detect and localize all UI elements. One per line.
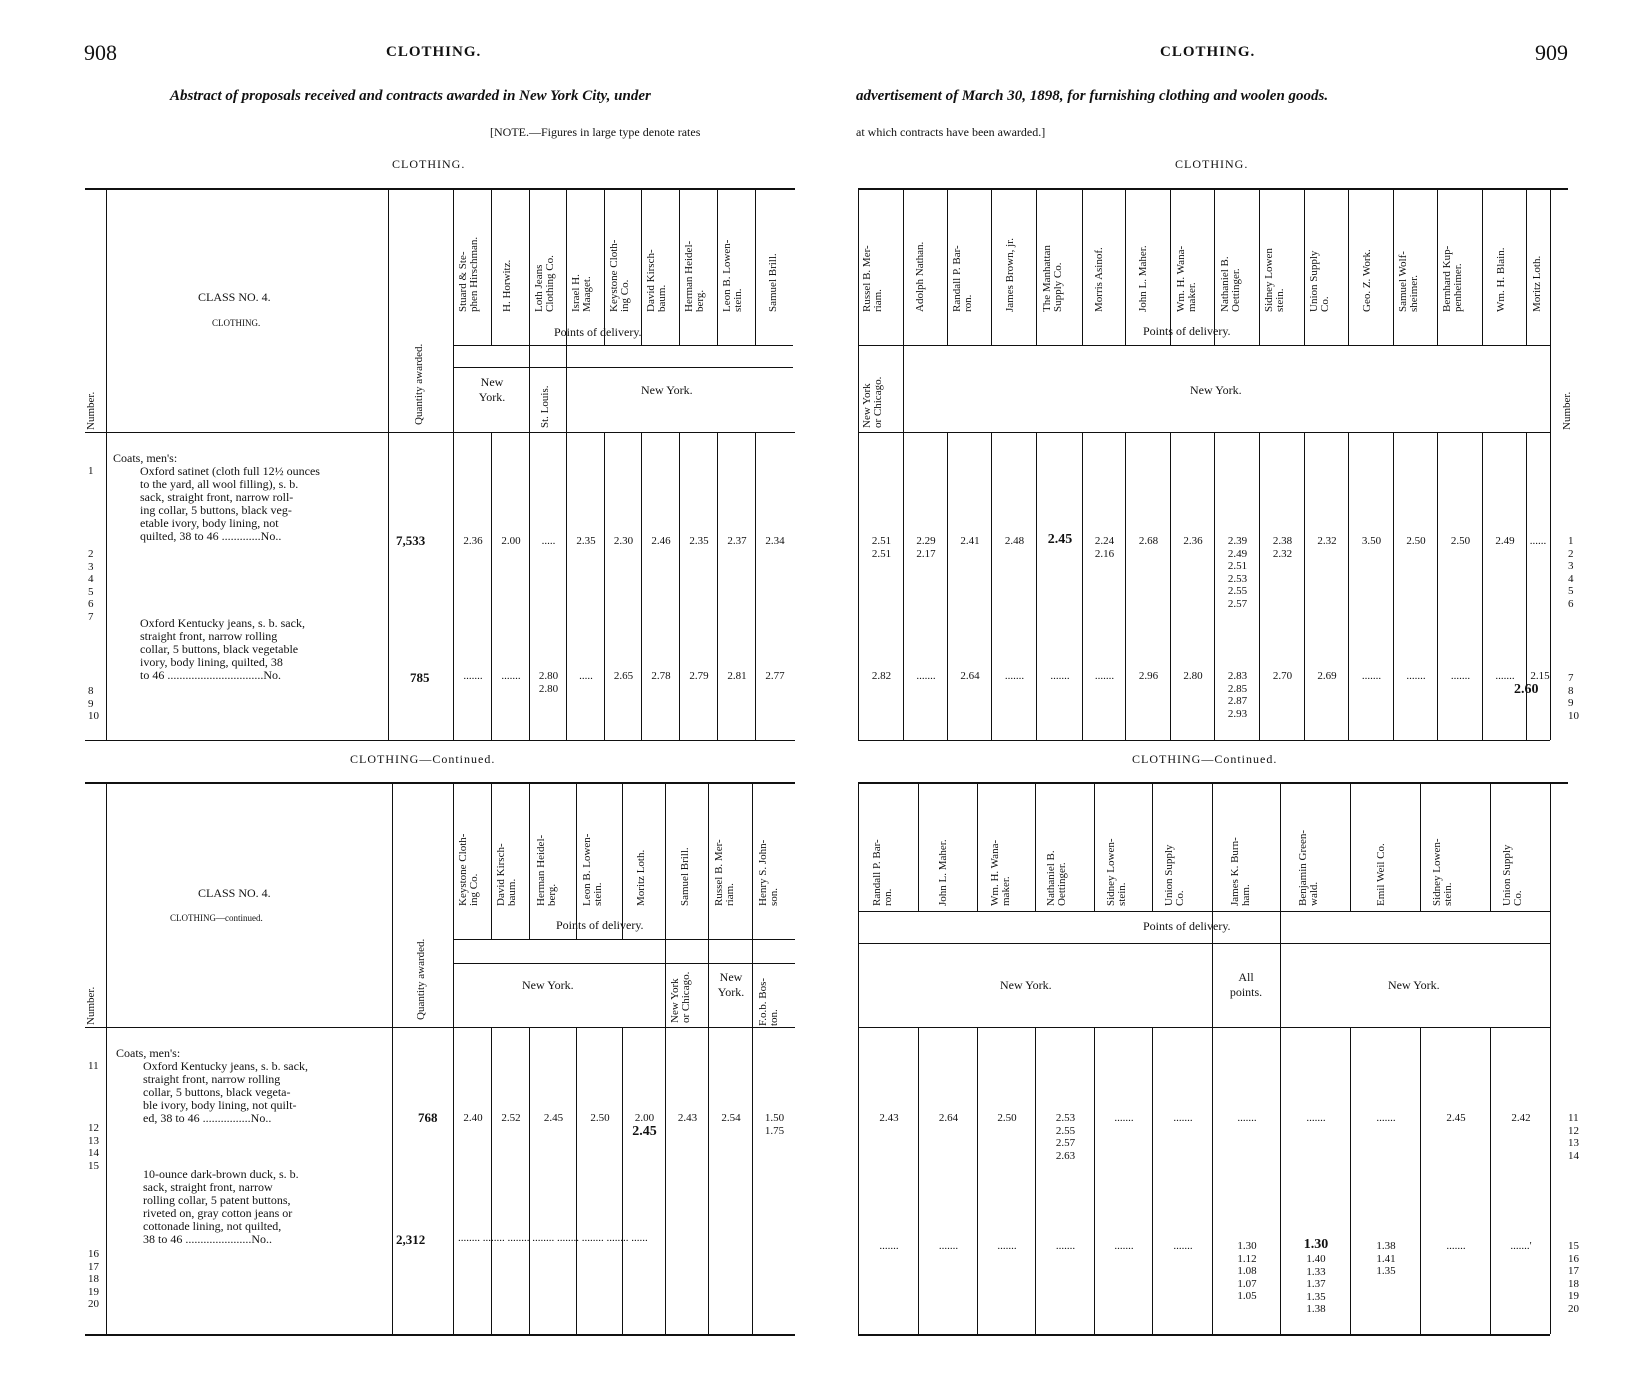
- rule: [85, 782, 795, 784]
- rule: [755, 432, 756, 740]
- bidder-name: David Kirsch- baum.: [645, 249, 668, 312]
- rule: [491, 432, 492, 740]
- price-cell: 1.40 1.33 1.37 1.35 1.38: [1306, 1253, 1326, 1315]
- price-cell: .......: [1055, 1240, 1076, 1252]
- page-number-right: 909: [1535, 40, 1568, 65]
- price-cell: .......: [1406, 670, 1426, 682]
- section-title-left-1: CLOTHING.: [392, 157, 466, 171]
- item-description: Oxford Kentucky jeans, s. b. sack, straight front, narrow rolling collar, 5 buttons, black vegeta- ble ivory, body lining, not quilt- ed, 38 to 46 ................No..: [143, 1059, 308, 1125]
- bidder-name: The Manhattan Supply Co.: [1041, 245, 1064, 312]
- rule: [392, 784, 393, 1334]
- bidder-name: John L. Maher.: [937, 839, 949, 906]
- rule: [858, 188, 1568, 190]
- class-label: CLASS NO. 4.: [198, 290, 271, 304]
- bidder-name: Sidney Lowen- stein.: [1431, 838, 1454, 906]
- number-header: Number.: [85, 986, 97, 1025]
- bidder-name: Emil Weil Co.: [1375, 843, 1387, 906]
- rule: [1482, 190, 1483, 345]
- bidder-name: Adolph Nathan.: [914, 241, 926, 312]
- price-cell: 2.36: [1183, 535, 1203, 547]
- rule: [453, 784, 454, 1334]
- empty-price-row: ........ ........ ........ ........ ........ ........ ........ ......: [458, 1232, 648, 1244]
- rule: [1526, 190, 1527, 345]
- price-cell: 2.65: [613, 670, 634, 682]
- price-cell: 2.35: [576, 535, 596, 547]
- bidder-name: Samuel Brill.: [679, 847, 691, 906]
- delivery-point: New York.: [1190, 383, 1242, 397]
- rule: [1482, 432, 1483, 740]
- running-head-left: CLOTHING.: [386, 44, 482, 60]
- bidder-name: Morris Asinof.: [1093, 247, 1105, 312]
- awarded-price: 1.30: [1303, 1237, 1329, 1252]
- price-cell: 2.00: [634, 1112, 655, 1124]
- rule: [1280, 784, 1281, 1334]
- rule: [991, 432, 992, 740]
- price-cell: .......: [916, 670, 936, 682]
- price-cell: .....: [579, 670, 593, 682]
- price-cell: .......: [463, 670, 483, 682]
- price-cell: 2.81: [727, 670, 747, 682]
- points-of-delivery: Points of delivery.: [1143, 324, 1231, 338]
- bidder-name: Keystone Cloth- ing Co.: [457, 833, 480, 906]
- price-cell: 2.69: [1317, 670, 1337, 682]
- rule: [85, 1027, 795, 1028]
- rule: [858, 740, 1550, 741]
- rule: [1214, 190, 1215, 345]
- price-cell: 2.50: [1450, 535, 1471, 547]
- price-cell: 2.37: [727, 535, 747, 547]
- bidder-name: David Kirsch- baum.: [495, 843, 518, 906]
- rule: [1393, 190, 1394, 345]
- bidder-name: Keystone Cloth- ing Co.: [608, 239, 631, 312]
- row-number: 16 17 18 19 20: [88, 1248, 99, 1310]
- price-cell: 2.68: [1138, 535, 1159, 547]
- bidder-name: Wm. H. Blain.: [1495, 247, 1507, 312]
- price-cell: 2.50: [1406, 535, 1426, 547]
- rule: [858, 784, 859, 1334]
- rule: [858, 432, 1550, 433]
- price-cell: 2.48: [1004, 535, 1025, 547]
- bidder-name: Wm. H. Wana- maker.: [989, 839, 1012, 906]
- row-number: 2 3 4 5 6 7: [88, 548, 94, 623]
- rule: [947, 190, 948, 345]
- rule: [1304, 190, 1305, 345]
- rule: [1490, 1027, 1491, 1334]
- rule: [1350, 784, 1351, 911]
- delivery-point: New York or Chicago.: [669, 971, 692, 1023]
- price-cell: .......: [1094, 670, 1115, 682]
- price-cell: 2.45: [543, 1112, 564, 1124]
- price-cell: 2.52: [501, 1112, 521, 1124]
- price-cell: 1.50 1.75: [764, 1112, 785, 1137]
- rule: [1212, 784, 1213, 1334]
- price-cell: 2.43: [677, 1112, 698, 1124]
- bidder-name: H. Horwitz.: [501, 259, 513, 312]
- price-cell: .......: [1361, 670, 1382, 682]
- rule: [1420, 784, 1421, 911]
- rule: [641, 190, 642, 345]
- rule: [453, 939, 795, 940]
- rule: [1170, 190, 1171, 345]
- bidder-name: Herman Heidel- berg.: [535, 834, 558, 906]
- rule: [903, 190, 904, 345]
- rule: [85, 188, 795, 190]
- rule: [1125, 190, 1126, 345]
- rule: [1152, 784, 1153, 911]
- row-number: 1 2 3 4 5 6: [1568, 535, 1574, 610]
- bidder-name: James Brown, jr.: [1004, 238, 1016, 312]
- bidder-name: Leon B. Lowen- stein.: [581, 833, 604, 906]
- rule: [529, 1027, 530, 1334]
- rule: [1348, 432, 1349, 740]
- price-cell: 2.83 2.85 2.87 2.93: [1227, 670, 1248, 720]
- delivery-point: F.o.b. Bos- ton.: [757, 977, 780, 1026]
- rule: [1152, 1027, 1153, 1334]
- rule: [491, 190, 492, 345]
- delivery-point: New York.: [478, 375, 506, 404]
- delivery-point: New York or Chicago.: [861, 376, 884, 428]
- bidder-name: James K. Burn- ham.: [1229, 837, 1252, 906]
- page-number-left: 908: [84, 40, 117, 65]
- rule: [903, 345, 904, 432]
- rule: [1259, 432, 1260, 740]
- item-description: 10-ounce dark-brown duck, s. b. sack, straight front, narrow rolling collar, 5 patent buttons, riveted on, gray cotton jeans or cottonade lining, not quilted, 38 to 46 ......................No..: [143, 1167, 299, 1246]
- price-cell: 2.80 2.80: [538, 670, 559, 695]
- rule: [85, 1334, 795, 1336]
- price-cell: 2.54: [721, 1112, 741, 1124]
- rule: [717, 432, 718, 740]
- price-cell: .......: [1004, 670, 1025, 682]
- rule: [1304, 432, 1305, 740]
- running-head-right: CLOTHING.: [1160, 44, 1256, 60]
- quantity-awarded: 768: [418, 1110, 438, 1125]
- class-label: CLASS NO. 4.: [198, 886, 271, 900]
- rule: [529, 190, 530, 740]
- section-title-left-2: CLOTHING—Continued.: [350, 752, 496, 766]
- price-cell: 3.50: [1361, 535, 1382, 547]
- price-cell: .......: [1446, 1240, 1466, 1252]
- price-cell: 2.30: [613, 535, 634, 547]
- price-cell: 1.38 1.41 1.35: [1376, 1240, 1396, 1277]
- rule: [665, 784, 666, 1334]
- rule: [679, 190, 680, 345]
- rule: [1125, 432, 1126, 740]
- rule: [576, 1027, 577, 1334]
- rule: [858, 943, 1550, 944]
- rule: [858, 190, 859, 740]
- price-cell: .......: [501, 670, 521, 682]
- bidder-name: Bernhard Kup- penheimer.: [1441, 245, 1464, 312]
- rule: [1348, 190, 1349, 345]
- rule: [1393, 432, 1394, 740]
- rule: [708, 784, 709, 1334]
- price-cell: 2.64: [938, 1112, 959, 1124]
- price-cell: 2.46: [651, 535, 671, 547]
- awarded-price: 2.45: [632, 1124, 657, 1139]
- rule: [106, 190, 107, 740]
- price-cell: 2.00: [501, 535, 521, 547]
- price-cell: 2.38 2.32: [1272, 535, 1293, 560]
- note-right: at which contracts have been awarded.]: [856, 125, 1046, 139]
- rule: [858, 1027, 1550, 1028]
- points-of-delivery: Points of delivery.: [554, 325, 642, 339]
- bidder-name: Sidney Lowen stein.: [1263, 248, 1286, 312]
- row-number: 8 9 10: [88, 685, 99, 722]
- rule: [453, 367, 793, 368]
- price-cell: .......: [1376, 1112, 1396, 1124]
- rule: [1036, 190, 1037, 345]
- price-cell: 2.32: [1317, 535, 1337, 547]
- bidder-name: Union Supply Co.: [1308, 250, 1331, 312]
- delivery-point: New York.: [1000, 978, 1052, 992]
- price-cell: 2.53 2.55 2.57 2.63: [1055, 1112, 1076, 1162]
- rule: [1259, 190, 1260, 345]
- rule: [622, 1027, 623, 1334]
- bidder-name: John L. Maher.: [1137, 245, 1149, 312]
- rule: [1437, 432, 1438, 740]
- bidder-name: Israel H. Maaget.: [570, 274, 593, 312]
- rule: [858, 911, 1550, 912]
- rule: [1212, 943, 1213, 1027]
- price-cell: 2.40: [463, 1112, 483, 1124]
- price-cell: 2.36: [463, 535, 483, 547]
- price-cell: 1.30 1.12 1.08 1.07 1.05: [1237, 1240, 1257, 1302]
- price-cell: .......: [1306, 1112, 1326, 1124]
- delivery-point: All points.: [1229, 970, 1263, 999]
- rule: [918, 1027, 919, 1334]
- row-number: 12 13 14 15: [88, 1122, 99, 1172]
- price-cell: .......': [1510, 1240, 1532, 1252]
- price-cell: .......: [1173, 1240, 1193, 1252]
- rule: [1550, 784, 1551, 1334]
- quantity-awarded: 7,533: [396, 533, 426, 548]
- bidder-name: Benjamin Green- wald.: [1297, 829, 1320, 906]
- rule: [1170, 432, 1171, 740]
- rule: [1082, 190, 1083, 345]
- rule: [453, 963, 795, 964]
- delivery-point: St. Louis.: [539, 385, 551, 428]
- rule: [1035, 1027, 1036, 1334]
- bidder-name: Union Supply Co.: [1163, 844, 1186, 906]
- rule: [752, 784, 753, 1334]
- rule: [566, 190, 567, 740]
- class-sub: CLOTHING—continued.: [170, 913, 263, 923]
- rule: [491, 1027, 492, 1334]
- row-number: 11 12 13 14: [1568, 1112, 1579, 1162]
- bidder-name: Wm. H. Wana- maker.: [1175, 245, 1198, 312]
- rule: [641, 432, 642, 740]
- price-cell: .......: [1114, 1112, 1134, 1124]
- section-title-right-1: CLOTHING.: [1175, 157, 1249, 171]
- price-cell: .......: [879, 1240, 899, 1252]
- price-cell: 2.43: [879, 1112, 899, 1124]
- rule: [1094, 784, 1095, 911]
- note-left: [NOTE.—Figures in large type denote rates: [490, 125, 701, 139]
- rule: [991, 190, 992, 345]
- delivery-point: New York.: [717, 970, 745, 999]
- rule: [1350, 1027, 1351, 1334]
- rule: [1280, 943, 1281, 1027]
- price-cell: 2.79: [689, 670, 709, 682]
- number-header: Number.: [85, 391, 97, 430]
- rule: [1036, 432, 1037, 740]
- rule: [977, 784, 978, 911]
- bidder-name: Randall P. Bar- ron.: [871, 839, 894, 906]
- bidder-name: Moritz Loth.: [1531, 255, 1543, 312]
- bidder-name: Stuard & Ste- phen Hirschman.: [457, 236, 480, 312]
- price-cell: .....: [541, 535, 556, 547]
- price-cell: 2.51 2.51: [871, 535, 892, 560]
- rule: [679, 432, 680, 740]
- row-number: 15 16 17 18 19 20: [1568, 1240, 1579, 1315]
- price-cell: 2.49: [1495, 535, 1515, 547]
- item-group: Coats, men's:: [113, 451, 178, 465]
- rule: [977, 1027, 978, 1334]
- rule: [858, 345, 1550, 346]
- bidder-name: Samuel Brill.: [767, 253, 779, 312]
- bidder-name: Moritz Loth.: [635, 849, 647, 906]
- bidder-name: Nathaniel B. Oettinger.: [1219, 256, 1242, 312]
- section-title-right-2: CLOTHING—Continued.: [1132, 752, 1278, 766]
- points-of-delivery: Points of delivery.: [1143, 919, 1231, 933]
- bidder-name: Union Supply Co.: [1501, 844, 1524, 906]
- rule: [717, 190, 718, 345]
- item-description: Oxford satinet (cloth full 12½ ounces to the yard, all wool filling), s. b. sack, straight front, narrow roll- ing collar, 5 buttons, black veg- etable ivory, body lining, not quilted, 38 to 46 .............No..: [140, 464, 320, 543]
- price-cell: ......: [1529, 535, 1547, 547]
- item-description: Oxford Kentucky jeans, s. b. sack, straight front, narrow rolling collar, 5 buttons, black vegetable ivory, body lining, quilted, 38 to 46 ................................No.: [140, 616, 305, 682]
- rule: [1094, 1027, 1095, 1334]
- bidder-name: Loth Jeans Clothing Co.: [533, 255, 556, 312]
- price-cell: .......: [938, 1240, 959, 1252]
- rule: [491, 784, 492, 939]
- rule: [1437, 190, 1438, 345]
- price-cell: 2.39 2.49 2.51 2.53 2.55 2.57: [1227, 535, 1248, 610]
- price-cell: 2.42: [1511, 1112, 1531, 1124]
- delivery-point: New York.: [641, 383, 693, 397]
- bidder-name: Henry S. John- son.: [757, 839, 780, 906]
- price-cell: 2.96: [1138, 670, 1159, 682]
- price-cell: 2.35: [689, 535, 709, 547]
- price-cell: 2.82: [871, 670, 892, 682]
- rule: [453, 190, 454, 740]
- rule: [622, 784, 623, 939]
- price-cell: 2.80: [1183, 670, 1203, 682]
- rule: [576, 784, 577, 939]
- title-right: advertisement of March 30, 1898, for furnishing clothing and woolen goods.: [856, 88, 1329, 104]
- rule: [1490, 784, 1491, 911]
- rule: [903, 432, 904, 740]
- delivery-point: New York.: [1388, 978, 1440, 992]
- price-cell: 2.34: [765, 535, 785, 547]
- points-of-delivery: Points of delivery.: [556, 918, 644, 932]
- rule: [1035, 784, 1036, 911]
- price-cell: 2.41: [960, 535, 980, 547]
- price-cell: 2.45: [1446, 1112, 1466, 1124]
- delivery-point: New York.: [522, 978, 574, 992]
- price-cell: .......: [1495, 670, 1515, 682]
- price-cell: 2.50: [590, 1112, 610, 1124]
- price-cell: .......: [1237, 1112, 1257, 1124]
- rule: [388, 190, 389, 740]
- rule: [604, 190, 605, 345]
- rule: [1082, 432, 1083, 740]
- rule: [1214, 432, 1215, 740]
- price-cell: .......: [1114, 1240, 1134, 1252]
- row-number: 1: [88, 465, 94, 477]
- awarded-price: 2.60: [1514, 682, 1539, 697]
- rule: [947, 432, 948, 740]
- price-cell: .......: [997, 1240, 1017, 1252]
- class-sub: CLOTHING.: [212, 318, 261, 328]
- quantity-header: Quantity awarded.: [413, 343, 425, 425]
- price-cell: 2.29 2.17: [916, 535, 936, 560]
- bidder-name: Geo. Z. Work.: [1361, 249, 1373, 312]
- awarded-price: 2.45: [1047, 532, 1073, 547]
- row-number: 11: [88, 1060, 99, 1072]
- rule: [604, 432, 605, 740]
- number-header: Number.: [1561, 391, 1573, 430]
- rule: [453, 345, 793, 346]
- bidder-name: Sidney Lowen- stein.: [1105, 838, 1128, 906]
- price-cell: 2.15: [1530, 670, 1550, 682]
- quantity-header: Quantity awarded.: [415, 938, 427, 1020]
- rule: [85, 432, 795, 433]
- price-cell: 2.70: [1272, 670, 1293, 682]
- item-group: Coats, men's:: [116, 1046, 181, 1060]
- rule: [858, 1334, 1550, 1336]
- bidder-name: Russel B. Mer- riam.: [861, 245, 884, 312]
- rule: [858, 782, 1568, 784]
- rule: [1420, 1027, 1421, 1334]
- rule: [106, 784, 107, 1334]
- price-cell: .......: [1450, 670, 1471, 682]
- price-cell: 2.77: [765, 670, 785, 682]
- bidder-name: Nathaniel B. Oettinger.: [1045, 850, 1068, 906]
- bidder-name: Russel B. Mer- riam.: [713, 839, 736, 906]
- row-number: 7 8 9 10: [1568, 672, 1579, 722]
- quantity-awarded: 2,312: [396, 1232, 426, 1247]
- title-left: Abstract of proposals received and contracts awarded in New York City, under: [170, 88, 651, 104]
- price-cell: 2.78: [651, 670, 671, 682]
- bidder-name: Leon B. Lowen- stein.: [721, 239, 744, 312]
- rule: [529, 784, 530, 939]
- bidder-name: Samuel Wolf- sheimer.: [1397, 251, 1420, 312]
- price-cell: 2.50: [997, 1112, 1017, 1124]
- price-cell: .......: [1050, 670, 1070, 682]
- price-cell: 2.24 2.16: [1094, 535, 1115, 560]
- rule: [755, 190, 756, 345]
- quantity-awarded: 785: [410, 670, 430, 685]
- rule: [1550, 190, 1551, 740]
- bidder-name: Randall P. Bar- ron.: [951, 245, 974, 312]
- price-cell: 2.64: [960, 670, 980, 682]
- rule: [85, 740, 795, 741]
- rule: [918, 784, 919, 911]
- bidder-name: Herman Heidel- berg.: [683, 240, 706, 312]
- price-cell: .......: [1173, 1112, 1193, 1124]
